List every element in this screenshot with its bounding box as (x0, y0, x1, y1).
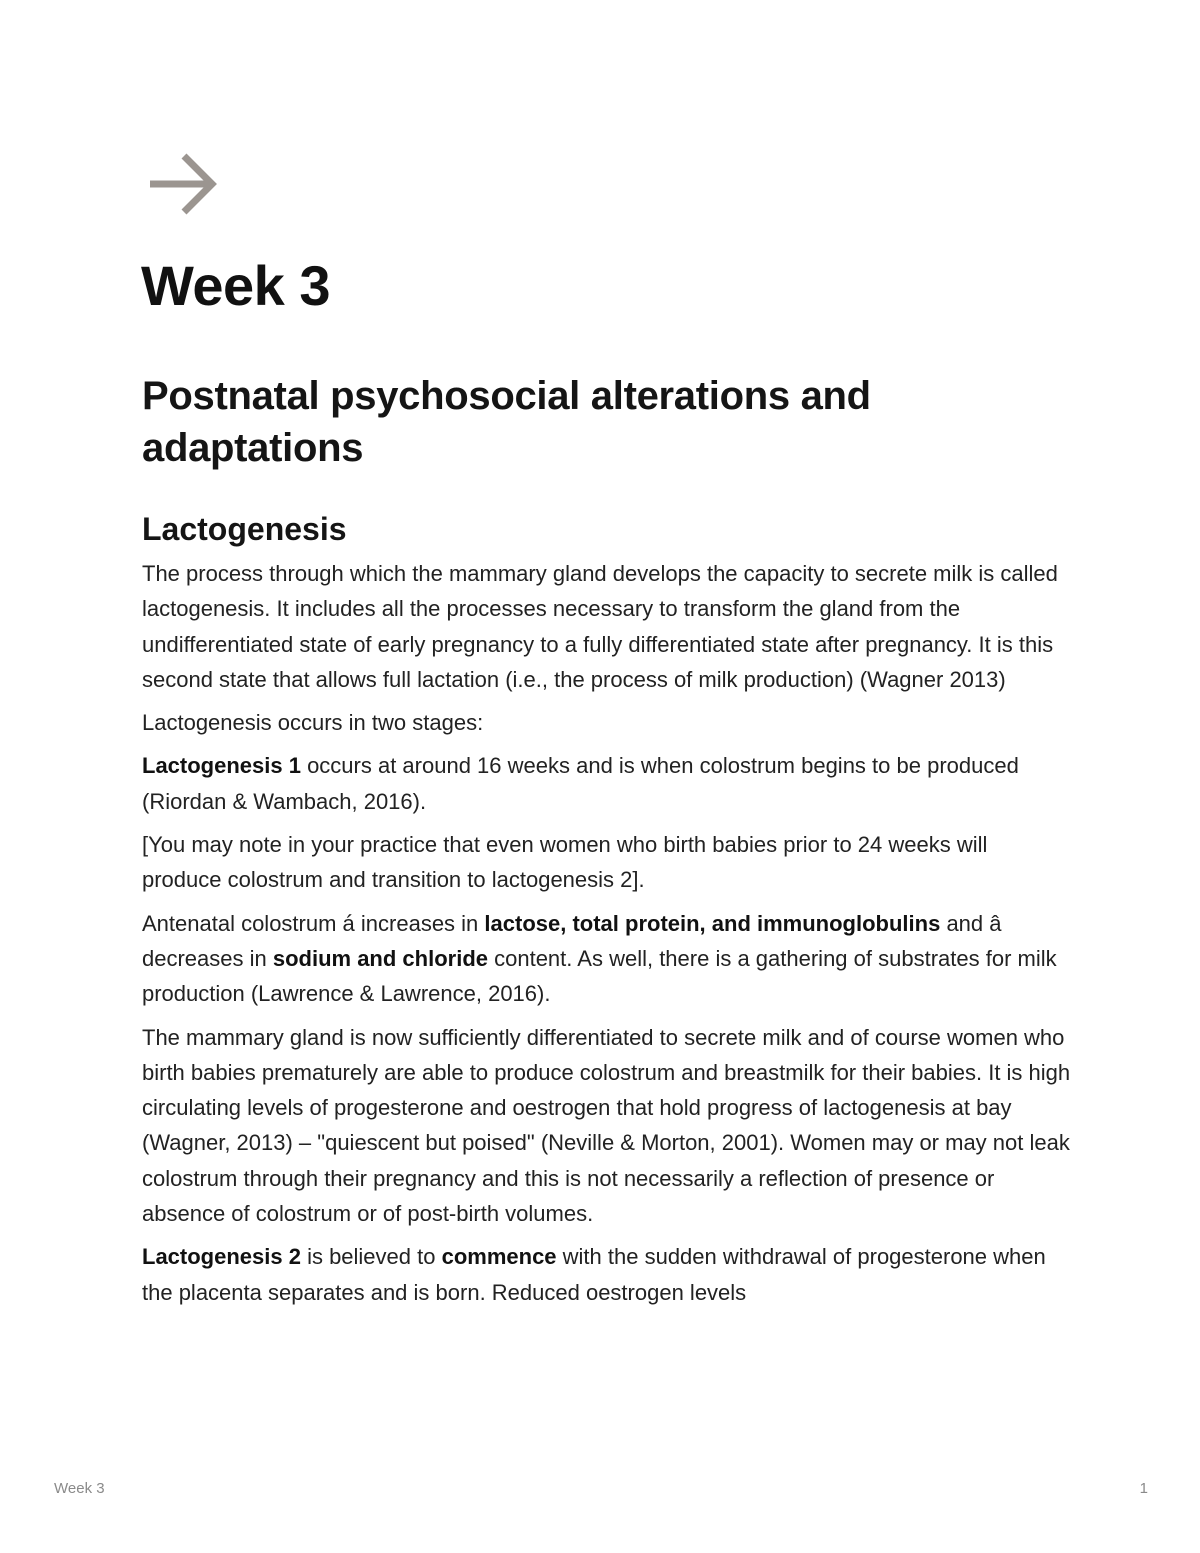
right-arrow-icon (146, 150, 220, 218)
footer-page-number: 1 (1139, 1480, 1148, 1497)
paragraph-antenatal-colostrum (142, 906, 1072, 1012)
bold-term: sodium and chloride (272, 945, 488, 971)
paragraph-text: Antenatal colostrum á increases in (142, 910, 485, 936)
paragraph-lactogenesis-1 (142, 748, 1072, 819)
paragraph-lactogenesis-definition: The process through which the mammary gland develops the capacity to secrete milk is called lactogenesis. It includes all the processes necessary to transform the gland from the undifferentiated state of early pregnancy to a fully differentiated state after pregnancy. It is this second state that allows full lactation (i.e., the process of milk production) (Wagner 2013) (142, 561, 1058, 692)
footer-document-title: Week 3 (54, 1480, 105, 1497)
paragraph-practice-note: [You may note in your practice that even women who birth babies prior to 24 weeks will produce colostrum and transition to lactogenesis 2]. (142, 832, 988, 893)
document-body (142, 370, 1072, 1310)
bold-term: Lactogenesis 2 (142, 1244, 301, 1270)
paragraph-text: with the sudden withdrawal of progesterone when the placenta separates and is born. Reduced oestrogen levels (142, 1244, 1046, 1305)
bold-term: lactose, total protein, and immunoglobulins (484, 910, 941, 936)
paragraph-text: occurs at around 16 weeks and is when colostrum begins to be produced (Riordan & Wambach, 2016). (142, 753, 1019, 814)
paragraph-mammary-gland: The mammary gland is now sufficiently differentiated to secrete milk and of course women who birth babies prematurely are able to produce colostrum and breastmilk for their babies. It is high circulating levels of progesterone and oestrogen that hold progress of lactogenesis at bay (Wagner, 2013) – "quiescent but poised" (Neville & Morton, 2001). Women may or may not leak colostrum through their pregnancy and this is not necessarily a reflection of presence or absence of colostrum or of post-birth volumes. (142, 1024, 1071, 1227)
page-title: Week 3 (141, 254, 330, 317)
paragraph-text: and â decreases in (142, 910, 1002, 971)
paragraph-lactogenesis-2 (142, 1239, 1072, 1310)
paragraph-two-stages: Lactogenesis occurs in two stages: (142, 710, 484, 736)
paragraph-text: content. As well, there is a gathering of substrates for milk production (Lawrence & Lawrence, 2016). (142, 945, 1057, 1007)
bold-term: commence (441, 1244, 557, 1270)
subsection-heading: Lactogenesis (142, 511, 347, 547)
paragraph-text: is believed to (300, 1244, 442, 1270)
section-heading: Postnatal psychosocial alterations and adaptations (142, 374, 871, 470)
bold-term: Lactogenesis 1 (142, 753, 301, 779)
